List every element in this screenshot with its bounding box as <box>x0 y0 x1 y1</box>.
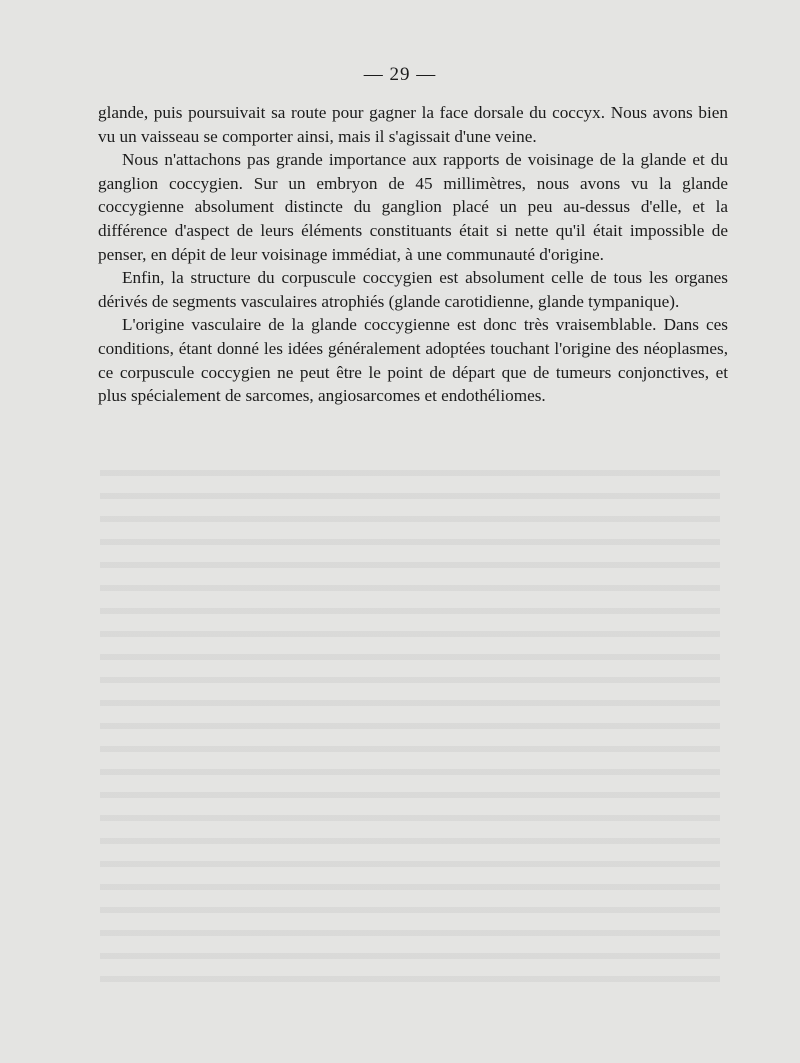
page-number: — 29 — <box>363 64 437 85</box>
paragraph: glande, puis poursuivait sa route pour gagner la face dorsale du coccyx. Nous avons bien vu un vaisseau se comporter ainsi, mais il s'agissait d'une veine. <box>98 103 728 146</box>
paragraph: Nous n'attachons pas grande importance aux rapports de voisinage de la glande et du ganglion coccygien. Sur un embryon de 45 millimètres, nous avons vu la glande coccygienne absolument distincte du ganglion placé un peu au-dessus d'elle, et la différence d'aspect de leurs éléments constituants était si nette qu'il était impossible de penser, en dépit de leur voisinage immédiat, à une communauté d'origine. <box>98 150 728 264</box>
paragraph: L'origine vasculaire de la glande coccygienne est donc très vraisemblable. Dans ces conditions, étant donné les idées généralement adoptées touchant l'origine des néoplasmes, ce corpuscule coccygien ne peut être le point de départ que de tumeurs conjonctives, et plus spécialement de sarcomes, angiosarcomes et endothéliomes. <box>98 315 728 406</box>
body-text <box>98 101 728 408</box>
show-through-texture <box>100 470 720 990</box>
paragraph: Enfin, la structure du corpuscule coccygien est absolument celle de tous les organes dérivés de segments vasculaires atrophiés (glande carotidienne, glande tympanique). <box>98 268 728 311</box>
